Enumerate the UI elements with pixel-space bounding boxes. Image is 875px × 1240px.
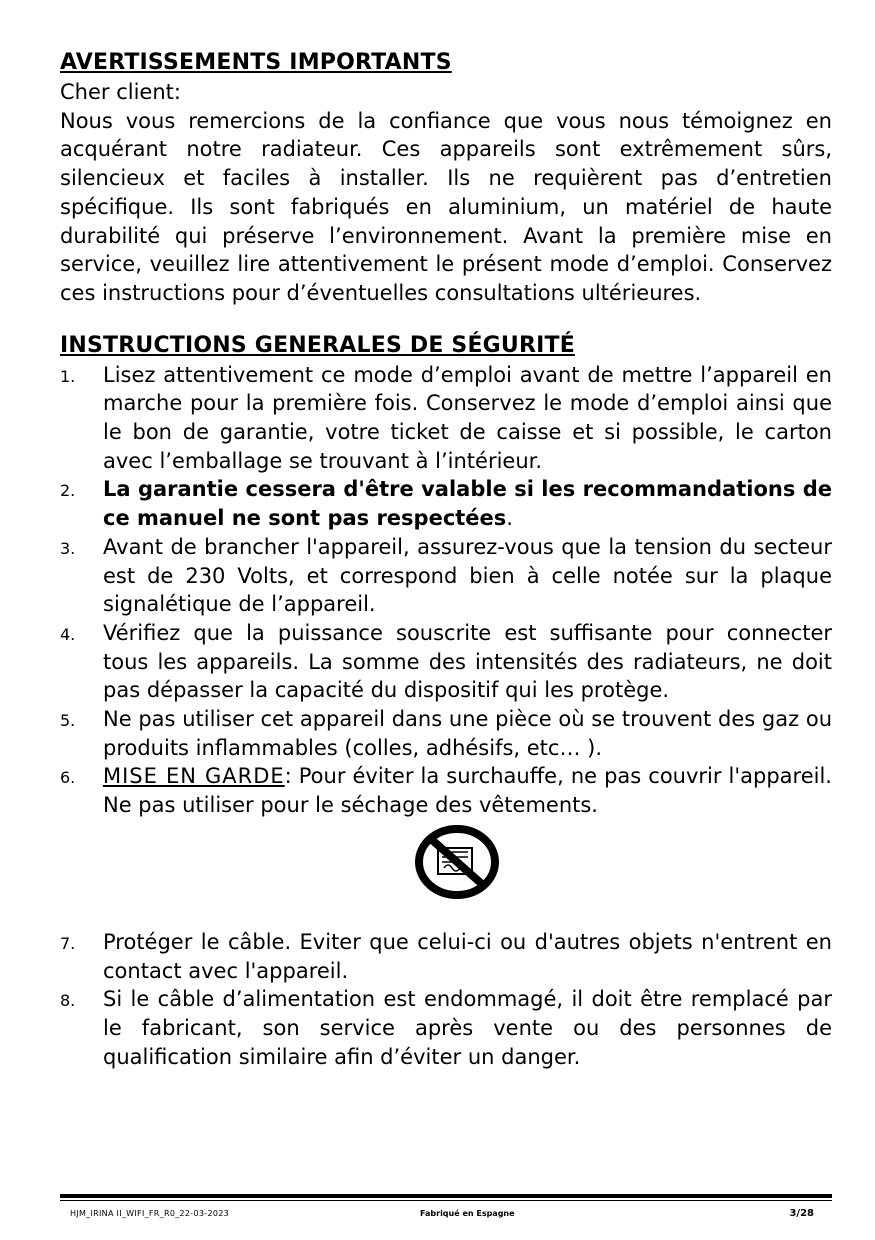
no-cover-symbol xyxy=(60,820,832,928)
list-item-7: 7. Protéger le câble. Eviter que celui-ci ou d'autres objets n'entrent en contact avec l'appareil. xyxy=(60,929,832,983)
intro-paragraph: Nous vous remercions de la confiance que vous nous témoignez en acquérant notre radiateur. Ces appareils sont extrêmement sûrs, silencieux et faciles à installer. Ils ne requièrent pas d’entretien spécifique. Ils sont fabriqués en aluminium, un matériel de haute durabilité qui préserve l’environnement. Avant la première mise en service, veuillez lire attentivement le présent mode d’emploi. Conservez ces instructions pour d’éventuelles consultations ultérieures. xyxy=(60,108,832,305)
warning-label: MISE EN GARDE xyxy=(103,764,285,789)
section-title-safety: INSTRUCTIONS GENERALES DE SÉGURITÉ xyxy=(60,332,575,358)
page-footer xyxy=(60,1194,832,1221)
safety-list-cont xyxy=(60,928,832,1072)
safety-list xyxy=(60,361,832,820)
page-number: 3/28 xyxy=(789,1208,814,1219)
list-item-8: 8. Si le câble d’alimentation est endommagé, il doit être remplacé par le fabricant, son service après vente ou des personnes de qualification similaire afin d’éviter un danger. xyxy=(60,987,832,1069)
made-in: Fabriqué en Espagne xyxy=(420,1209,515,1218)
list-item-2: 2. La garantie cessera d'être valable si les recommandations de ce manuel ne sont pas respectées. xyxy=(60,477,832,531)
list-item-6: 6. MISE EN GARDE: Pour éviter la surchauffe, ne pas couvrir l'appareil. Ne pas utiliser pour le séchage des vêtements. xyxy=(60,764,832,818)
section-title-warnings: AVERTISSEMENTS IMPORTANTS xyxy=(60,50,452,75)
document-page xyxy=(60,48,832,1071)
list-item-3: 3. Avant de brancher l'appareil, assurez-vous que la tension du secteur est de 230 Volts, et correspond bien à celle notée sur la plaque signalétique de l’appareil. xyxy=(60,534,832,617)
greeting: Cher client: xyxy=(60,80,181,104)
list-item-1: 1. Lisez attentivement ce mode d’emploi avant de mettre l’appareil en marche pour la première fois. Conservez le mode d’emploi ainsi que le bon de garantie, votre ticket de caisse et si possible, le carton avec l’emballage se trouvant à l’intérieur. xyxy=(60,362,832,473)
list-item-4: 4. Vérifiez que la puissance souscrite est suffisante pour connecter tous les appareils. La somme des intensités des radiateurs, ne doit pas dépasser la capacité du dispositif qui les protège. xyxy=(60,620,832,703)
doc-reference: HJM_IRINA II_WIFI_FR_R0_22-03-2023 xyxy=(70,1209,230,1218)
do-not-cover-icon xyxy=(414,824,500,900)
list-item-5: 5. Ne pas utiliser cet appareil dans une pièce où se trouvent des gaz ou produits inflammables (colles, adhésifs, etc… ). xyxy=(60,707,832,760)
